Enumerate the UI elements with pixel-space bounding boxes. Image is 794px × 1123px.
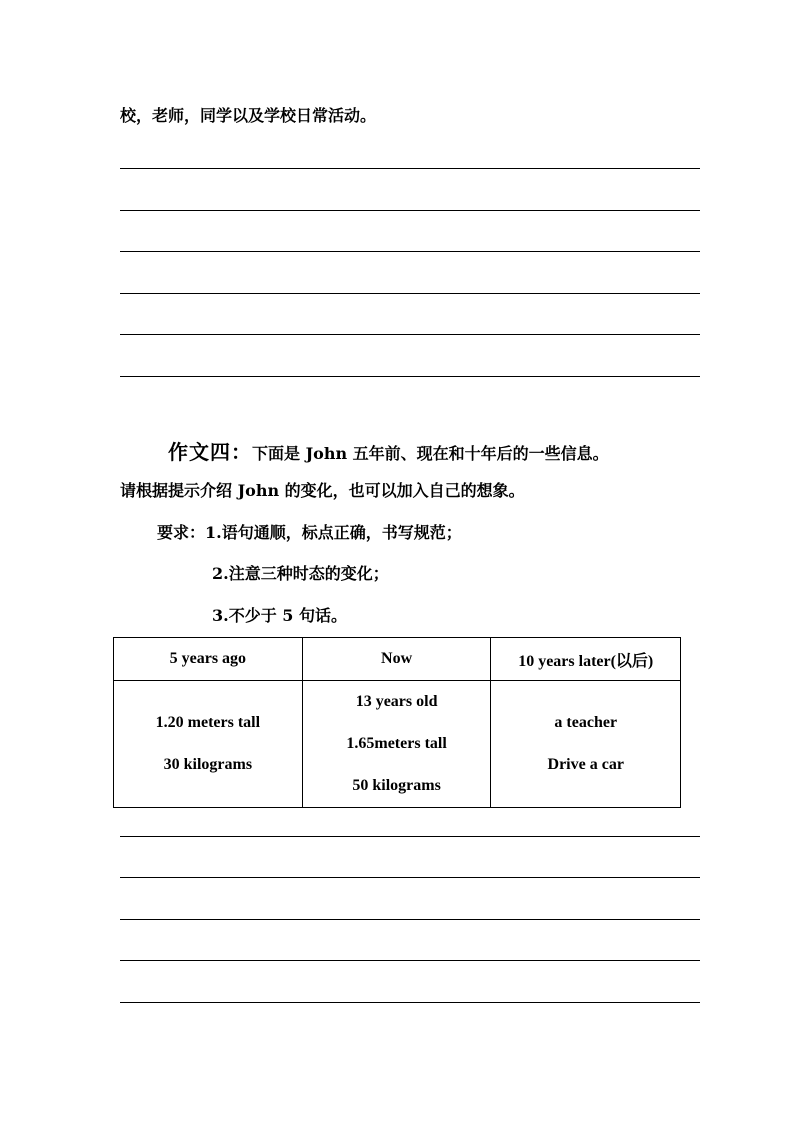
writing-line [120, 293, 700, 294]
intro-tail-text: 校，老师，同学以及学校日常活动。 [120, 106, 377, 125]
writing-line [120, 251, 700, 252]
writing-line [120, 1002, 700, 1003]
writing-line [120, 960, 700, 961]
requirement-2: 2.注意三种时态的变化； [212, 564, 389, 583]
cell-text: 50 kilograms [352, 777, 441, 794]
cell-text: Drive a car [547, 756, 624, 773]
writing-line [120, 919, 700, 920]
requirement-3: 3.不少于 5 句话。 [212, 606, 347, 625]
cell-text: a teacher [554, 714, 618, 731]
writing-line [120, 376, 700, 377]
header-now: Now [302, 638, 491, 681]
requirements-label: 要求： [157, 523, 206, 542]
header-5-years-ago: 5 years ago [114, 638, 303, 681]
writing-line [120, 210, 700, 211]
essay4-prompt-line2: 请根据提示介绍 John 的变化，也可以加入自己的想象。 [120, 481, 525, 500]
cell-text: 13 years old [355, 693, 438, 710]
cell-10-years-later [491, 681, 681, 808]
cell-5-years-ago [114, 681, 303, 808]
john-info-table [113, 637, 681, 808]
requirement-1: 1.语句通顺，标点正确，书写规范； [205, 523, 462, 542]
header-10-years-later: 10 years later(以后) [491, 638, 681, 681]
cell-text: 1.65meters tall [346, 735, 447, 752]
requirements-line1 [157, 523, 462, 543]
table-row [114, 681, 681, 808]
essay4-prompt-line1: 下面是 John 五年前、现在和十年后的一些信息。 [252, 444, 609, 463]
writing-line [120, 168, 700, 169]
essay4-heading [168, 436, 609, 465]
writing-line [120, 836, 700, 837]
writing-line [120, 334, 700, 335]
writing-line [120, 877, 700, 878]
cell-now [302, 681, 491, 808]
cell-text: 30 kilograms [163, 756, 253, 773]
essay4-label: 作文四： [168, 440, 252, 464]
table-header-row [114, 638, 681, 681]
cell-text: 1.20 meters tall [155, 714, 261, 731]
